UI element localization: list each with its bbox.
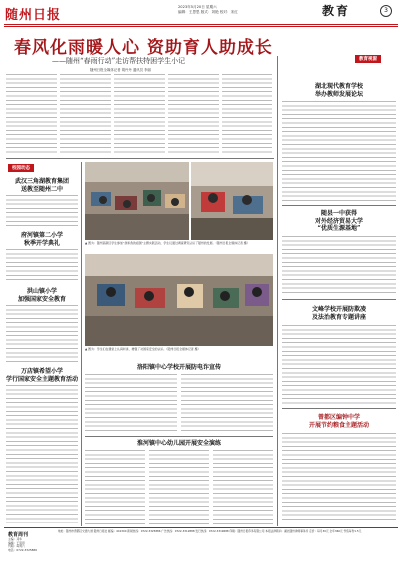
- photo-classroom-3: [85, 254, 273, 346]
- newspaper-logo: 随州日报: [5, 8, 62, 23]
- article-a5-body-2: [181, 374, 273, 434]
- left-divider: [81, 162, 82, 526]
- section-title: 教育: [322, 4, 351, 18]
- footer-address: 地址：随州市曾都区交通大道 随州日报社 邮编：441300 新闻热线：0722-3325886 广告热线：0722-3312888 发行热线：0722-3319688 印刷：随州日报印务有限公司 本报法律顾问：湖北随州律师事务所 定价：每月30元 全年360元 零售每份1.5元: [58, 529, 362, 533]
- footer-rule: [4, 527, 398, 528]
- page-number: 3: [380, 5, 392, 17]
- issue-meta: [178, 5, 238, 15]
- issue-editors: 编辑：王思思 版式：刘艳 校对：宋红: [178, 10, 238, 14]
- article-r4-title: [282, 414, 396, 429]
- article-a1-body: [6, 195, 78, 229]
- photo-classroom-2: [191, 162, 273, 240]
- article-r3-body: [282, 325, 396, 405]
- article-a1-title: [6, 178, 78, 193]
- article-r2-body: [282, 236, 396, 296]
- photo-classroom-2-image: [191, 162, 273, 240]
- footer-title: 教育周刊: [8, 532, 29, 538]
- article-r3-title-text: 文峰学校开展防欺凌 及法治教育专题讲座: [311, 306, 366, 321]
- lead-text-col-2: [60, 74, 111, 154]
- article-a6-body-3: [213, 450, 273, 524]
- campus-news-label: 校园动态: [8, 164, 34, 172]
- article-a6-body-2: [149, 450, 209, 524]
- lead-text-col-5: [222, 74, 272, 154]
- divider-r1: [282, 205, 396, 206]
- lead-byline: 随州日报全媒体记者 胡丹丹 通讯员 李丽: [90, 68, 151, 72]
- issue-date: 2023年5月20日 星期六: [178, 5, 217, 9]
- article-a5-body-1: [85, 374, 177, 434]
- photo-caption-2: ▲ 图为：学生们在课堂上认真听讲，增强了对国家安全的认识。（随州日报全媒体记者 摄）: [85, 347, 201, 351]
- article-a5-title: 洛阳镇中心学校开展防电诈宣传: [136, 364, 221, 371]
- article-a4-title: [6, 368, 78, 383]
- article-a3-title: [6, 288, 78, 303]
- article-r4-body: [282, 433, 396, 523]
- lead-text-col-3: [114, 74, 165, 154]
- article-a3-title-text: 洪山镇小学 加强国家安全教育: [17, 288, 66, 303]
- edu-news-label: 教育视窗: [355, 55, 381, 63]
- column-divider: [277, 56, 278, 526]
- article-r2-title-text: 随县一中获得 对外经济贸易大学 “优质生源基地”: [314, 210, 363, 232]
- article-r1-title: [282, 83, 396, 98]
- masthead-rule-thin: [4, 26, 398, 27]
- article-r4-title-text: 曾都区编钟中学 开展节约粮食主题活动: [308, 414, 369, 429]
- article-a2-body: [6, 249, 78, 283]
- article-r2-title: [282, 210, 396, 233]
- photo-classroom-3-image: [85, 254, 273, 346]
- article-r1-body: [282, 101, 396, 201]
- photo-caption-1: ▲ 图为：随州高新区学生参加“我和我的祖国”主题实践活动，学生们通过调查研究认识了随州的发展。（随州日报全媒体记者 摄）: [85, 241, 250, 245]
- article-a3-body: [6, 305, 78, 365]
- article-a4-title-text: 万店镇希望小学 学行国家安全主题教育活动: [6, 368, 79, 383]
- lead-bottom-rule: [6, 158, 274, 159]
- article-a6-body-1: [85, 450, 145, 524]
- article-a4-body: [6, 385, 78, 523]
- lead-text-col-4: [168, 74, 219, 154]
- lead-headline: 春风化雨暖人心 资助育人助成长: [14, 38, 273, 58]
- article-a2-title-text: 府河镇第二小学 秋季开学典礼: [20, 232, 63, 247]
- article-a2-title: [6, 232, 78, 247]
- photo-classroom-1: [85, 162, 189, 240]
- masthead-rule: [4, 24, 398, 25]
- divider-r3: [282, 408, 396, 409]
- lead-text-col-1: [6, 74, 57, 154]
- article-a6-title: 淮河镇中心幼儿园开展安全演练: [136, 440, 221, 447]
- lead-subhead: ——随州“春雨行动”走访帮扶特困学生小记: [52, 57, 186, 65]
- divider-a5: [85, 436, 273, 437]
- photo-classroom-1-image: [85, 162, 189, 240]
- article-r3-title: [282, 306, 396, 321]
- footer-info: 主编：邓华 编辑：王思思 刊期：每周六 电话：0722-3325886: [8, 537, 37, 552]
- article-r1-title-text: 湖北现代教育学校 举办教师发展论坛: [314, 83, 363, 98]
- divider-r2: [282, 299, 396, 300]
- article-a1-title-text: 武汉三角湖教育集团 送教至随州二中: [14, 178, 69, 193]
